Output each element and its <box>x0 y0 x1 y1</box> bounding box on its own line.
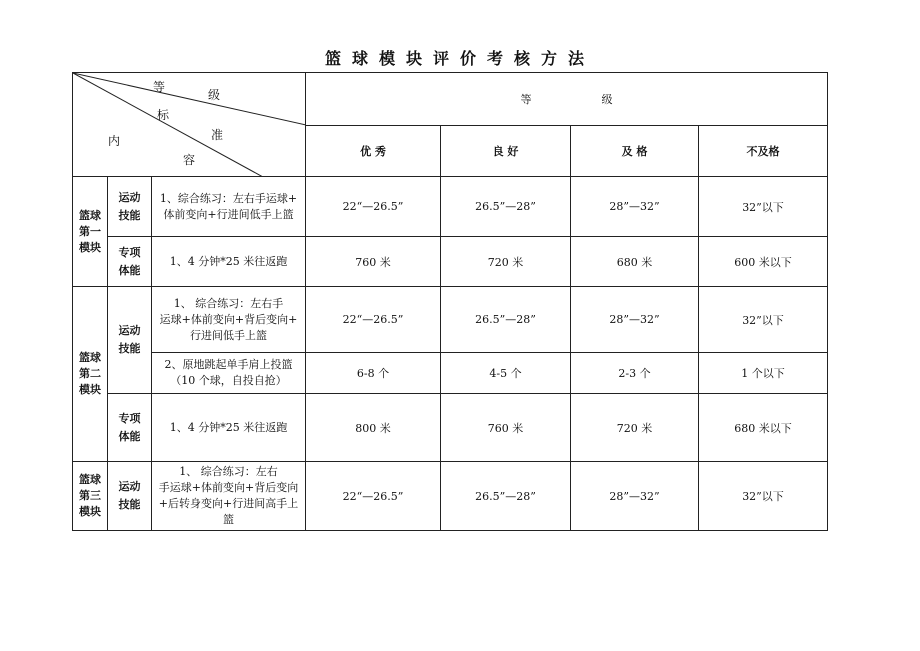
content-cell <box>152 237 306 287</box>
content-line: 运球+体前变向+背后变向+ <box>159 312 298 326</box>
table-row <box>73 462 828 531</box>
content-line: 篮 <box>223 513 234 526</box>
content-cell <box>152 353 306 394</box>
table-row <box>73 177 828 237</box>
sub-category-line: 运动 <box>118 480 141 493</box>
value-good: 4-5 个 <box>441 353 571 394</box>
value-excellent: 800 米 <box>306 394 441 462</box>
level-header-good: 良 好 <box>441 126 571 177</box>
table-row <box>73 394 828 462</box>
value-excellent: 22“—26.5” <box>306 462 441 531</box>
value-good: 760 米 <box>441 394 571 462</box>
corner-label-deng: 等 <box>153 80 166 94</box>
sub-category-line: 体能 <box>118 429 141 443</box>
sub-category <box>108 237 152 287</box>
content-line: 1、4 分钟*25 米往返跑 <box>169 254 288 268</box>
grade-header-left: 等 <box>520 93 532 106</box>
level-header-excellent: 优 秀 <box>306 126 441 177</box>
grade-header-right: 级 <box>601 93 613 106</box>
value-good: 26.5”—28” <box>441 177 571 237</box>
sub-category-line: 运动 <box>118 190 141 204</box>
content-line: +后转身变向+行进间高手上 <box>158 497 299 510</box>
module-name-line: 第一 <box>79 224 101 238</box>
content-cell <box>152 177 306 237</box>
value-fail: 32”以下 <box>699 177 828 237</box>
corner-label-zhun: 准 <box>211 128 224 142</box>
content-cell <box>152 394 306 462</box>
value-excellent: 22“—26.5” <box>306 177 441 237</box>
module-name-line: 模块 <box>79 383 101 396</box>
assessment-table <box>72 72 828 531</box>
content-line: 2、原地跳起单手肩上投篮 <box>164 358 293 371</box>
page-title: 篮球模块评价考核方法 <box>324 49 595 68</box>
value-pass: 28”—32” <box>571 177 699 237</box>
module-name-line: 篮球 <box>79 473 101 486</box>
content-cell <box>152 462 306 531</box>
sub-category-line: 技能 <box>118 208 141 222</box>
module-name-line: 篮球 <box>79 351 101 364</box>
module-name-line: 篮球 <box>79 208 101 222</box>
sub-category-line: 运动 <box>118 324 141 337</box>
value-good: 720 米 <box>441 237 571 287</box>
sub-category <box>108 177 152 237</box>
module-3-name <box>73 462 108 531</box>
sub-category-line: 技能 <box>118 342 141 355</box>
header-corner-cell <box>73 73 306 177</box>
module-1-name <box>73 177 108 287</box>
value-pass: 2-3 个 <box>571 353 699 394</box>
content-line: 1、4 分钟*25 米往返跑 <box>169 420 288 434</box>
value-fail: 32”以下 <box>699 287 828 353</box>
content-line: 1、 综合练习：左右 <box>179 465 278 478</box>
sub-category-line: 技能 <box>118 498 141 511</box>
module-name-line: 第三 <box>79 489 101 502</box>
value-good: 26.5”—28” <box>441 287 571 353</box>
corner-label-rong: 容 <box>183 153 196 167</box>
content-line: 行进间低手上篮 <box>190 328 267 342</box>
sub-category-line: 专项 <box>118 245 141 259</box>
content-cell <box>152 287 306 353</box>
value-fail: 32”以下 <box>699 462 828 531</box>
value-fail: 1 个以下 <box>699 353 828 394</box>
content-line: 1、 综合练习：左右手 <box>173 296 284 310</box>
value-pass: 680 米 <box>571 237 699 287</box>
sub-category <box>108 394 152 462</box>
module-name-line: 第二 <box>79 367 101 380</box>
sub-category-line: 专项 <box>118 411 141 425</box>
module-name-line: 模块 <box>79 240 101 254</box>
table-row <box>73 237 828 287</box>
value-fail: 600 米以下 <box>699 237 828 287</box>
grade-header <box>306 73 828 126</box>
level-header-pass: 及 格 <box>571 126 699 177</box>
corner-label-nei: 内 <box>108 134 121 148</box>
corner-label-biao: 标 <box>157 108 170 122</box>
value-excellent: 6-8 个 <box>306 353 441 394</box>
content-line: 手运球+体前变向+背后变向 <box>158 481 299 494</box>
table-row <box>73 287 828 353</box>
content-line: 体前变向+行进间低手上篮 <box>163 207 294 221</box>
module-name-line: 模块 <box>79 505 101 518</box>
value-excellent: 22“—26.5” <box>306 287 441 353</box>
value-pass: 28”—32” <box>571 287 699 353</box>
corner-label-ji: 级 <box>208 88 221 102</box>
content-line: （10 个球，自投自抢） <box>170 374 287 387</box>
sub-category <box>108 462 152 531</box>
value-good: 26.5”—28” <box>441 462 571 531</box>
value-fail: 680 米以下 <box>699 394 828 462</box>
sub-category-line: 体能 <box>118 263 141 277</box>
content-line: 1、综合练习：左右手运球+ <box>159 191 298 205</box>
value-pass: 720 米 <box>571 394 699 462</box>
table-row <box>73 353 828 394</box>
module-2-name <box>73 287 108 462</box>
value-excellent: 760 米 <box>306 237 441 287</box>
level-header-fail: 不及格 <box>699 126 828 177</box>
value-pass: 28”—32” <box>571 462 699 531</box>
sub-category <box>108 287 152 394</box>
